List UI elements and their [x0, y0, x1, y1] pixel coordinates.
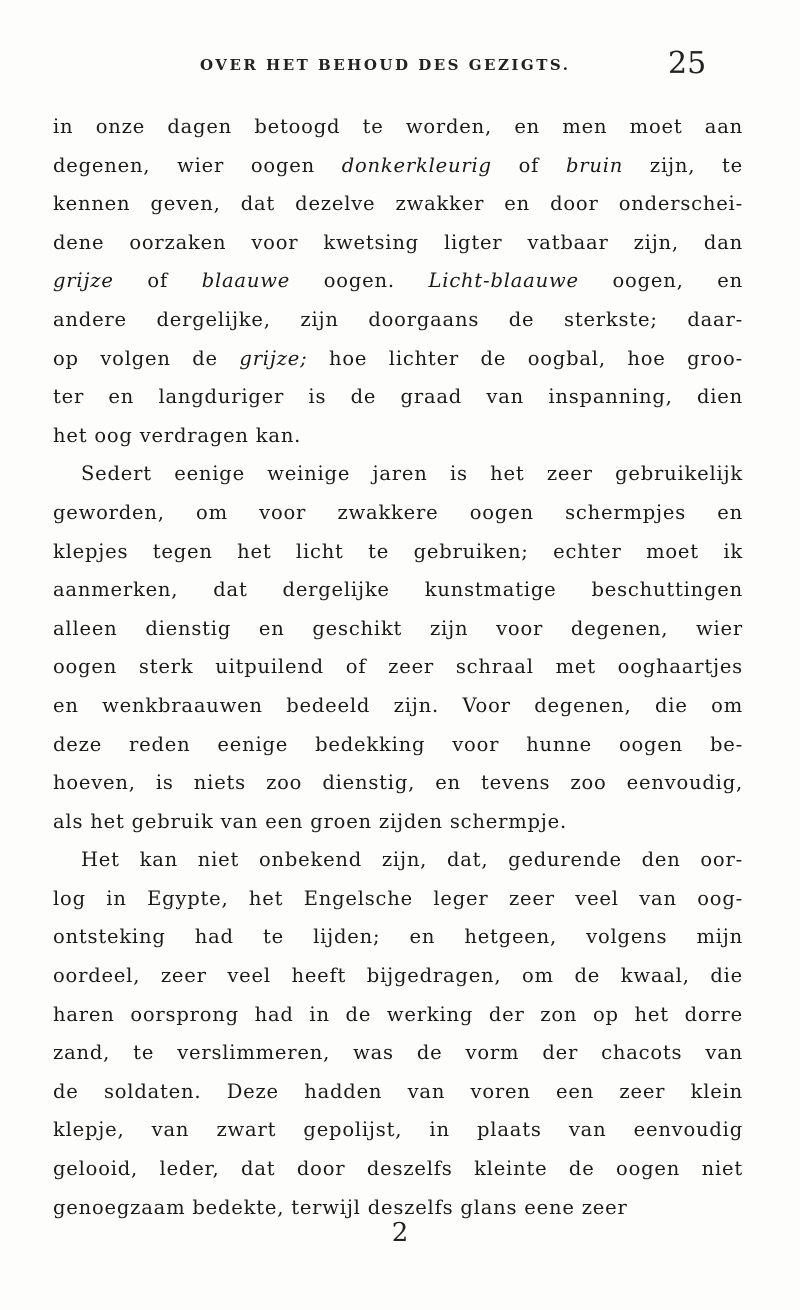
text-segment: zand, te verslimmeren, was de vorm der chacots van — [53, 1041, 743, 1065]
text-segment: op volgen de — [53, 346, 240, 370]
text-segment: kennen geven, dat dezelve zwakker en door onderschei- — [53, 192, 743, 216]
text-line — [53, 224, 743, 263]
emphasized-text: grijze; — [239, 346, 308, 370]
page-number: 25 — [668, 46, 707, 81]
text-line — [53, 262, 743, 301]
text-segment: dene oorzaken voor kwetsing ligter vatbaar zijn, dan — [53, 230, 743, 254]
text-segment: in onze dagen betoogd te worden, en men moet aan — [53, 115, 743, 138]
text-segment: degenen, wier oogen — [53, 153, 342, 177]
text-line — [53, 841, 743, 880]
text-segment: als het gebruik van een groen zijden schermpje. — [53, 809, 567, 833]
text-line — [53, 1150, 743, 1189]
text-segment: hoe lichter de oogbal, hoe groo- — [307, 346, 743, 370]
text-line — [53, 301, 743, 340]
text-segment: hoeven, is niets zoo dienstig, en tevens zoo eenvoudig, — [53, 771, 743, 795]
body-text — [53, 108, 743, 1227]
text-line — [53, 1073, 743, 1112]
text-segment: gelooid, leder, dat door deszelfs kleinte de oogen niet — [53, 1157, 743, 1181]
text-line — [53, 494, 743, 533]
text-segment: alleen dienstig en geschikt zijn voor degenen, wier — [53, 616, 743, 640]
text-line — [53, 417, 743, 456]
text-segment: genoegzaam bedekte, terwijl deszelfs glans eene zeer — [53, 1195, 628, 1219]
text-line — [53, 957, 743, 996]
text-line — [53, 340, 743, 379]
text-line — [53, 571, 743, 610]
text-segment: of — [113, 269, 202, 293]
text-segment: zijn, te — [623, 153, 743, 177]
text-segment: oordeel, zeer veel heeft bijgedragen, om de kwaal, die — [53, 964, 743, 988]
text-line — [53, 185, 743, 224]
text-segment: klepjes tegen het licht te gebruiken; echter moet ik — [53, 539, 743, 563]
text-line — [53, 803, 743, 842]
text-segment: de soldaten. Deze hadden van voren een zeer klein — [53, 1079, 743, 1103]
signature-mark: 2 — [391, 1218, 409, 1248]
text-line — [53, 610, 743, 649]
text-line — [53, 108, 743, 147]
text-segment: oogen. — [290, 269, 429, 293]
text-segment: en wenkbraauwen bedeeld zijn. Voor degenen, die om — [53, 693, 743, 717]
text-line — [53, 880, 743, 919]
text-segment: ter en langduriger is de graad van inspanning, dien — [53, 385, 743, 409]
text-segment: Het kan niet onbekend zijn, dat, gedurende den oor- — [81, 848, 743, 872]
text-segment: deze reden eenige bedekking voor hunne oogen be- — [53, 732, 743, 756]
text-line — [53, 918, 743, 957]
text-line — [53, 648, 743, 687]
text-segment: oogen sterk uitpuilend of zeer schraal met ooghaartjes — [53, 655, 743, 679]
emphasized-text: grijze — [53, 269, 114, 293]
text-segment: geworden, om voor zwakkere oogen schermpjes en — [53, 500, 743, 524]
text-line — [53, 687, 743, 726]
text-segment: Sedert eenige weinige jaren is het zeer gebruikelijk — [81, 462, 743, 486]
emphasized-text: donkerkleurig — [341, 153, 492, 177]
running-title: OVER HET BEHOUD DES GEZIGTS. — [200, 56, 571, 74]
text-line — [53, 378, 743, 417]
text-line — [53, 764, 743, 803]
text-segment: andere dergelijke, zijn doorgaans de sterkste; daar- — [53, 307, 743, 331]
text-segment: aanmerken, dat dergelijke kunstmatige beschuttingen — [53, 578, 743, 602]
text-line — [53, 726, 743, 765]
text-segment: ontsteking had te lijden; en hetgeen, volgens mijn — [53, 925, 743, 949]
emphasized-text: blaauwe — [201, 269, 291, 293]
text-segment: log in Egypte, het Engelsche leger zeer veel van oog- — [53, 886, 743, 910]
text-line — [53, 1111, 743, 1150]
emphasized-text: bruin — [565, 153, 624, 177]
text-segment: het oog verdragen kan. — [53, 423, 302, 447]
text-line — [53, 147, 743, 186]
text-line — [53, 1034, 743, 1073]
text-line — [53, 996, 743, 1035]
text-segment: haren oorsprong had in de werking der zon op het dorre — [53, 1002, 743, 1026]
text-segment: oogen, en — [578, 269, 743, 293]
text-segment: klepje, van zwart gepolijst, in plaats van eenvoudig — [53, 1118, 743, 1142]
text-segment: of — [491, 153, 566, 177]
text-line — [53, 533, 743, 572]
emphasized-text: Licht-blaauwe — [428, 269, 579, 293]
running-head — [0, 46, 800, 94]
text-line — [53, 455, 743, 494]
